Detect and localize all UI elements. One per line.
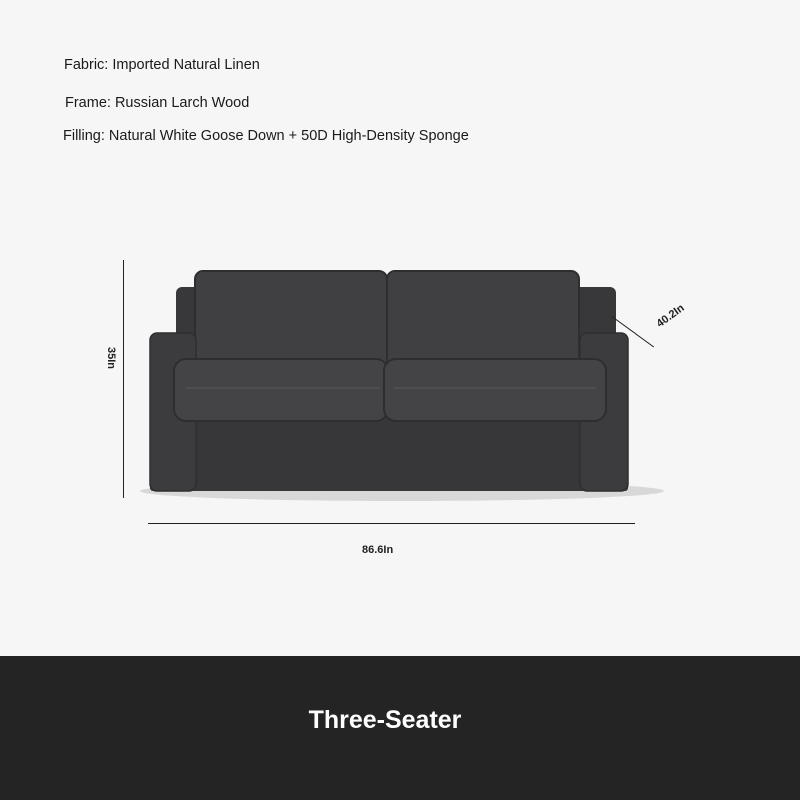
back-cushion-left	[195, 271, 387, 371]
product-variant-title: Three-Seater	[308, 706, 462, 734]
width-dimension-label: 86.6In	[362, 544, 394, 556]
footer-banner	[0, 656, 800, 800]
sofa-image	[130, 255, 670, 505]
height-dimension-label: 35In	[105, 346, 118, 370]
height-dimension-line	[123, 260, 124, 498]
back-cushion-right	[387, 271, 579, 371]
depth-dimension-label: 40.2In	[654, 301, 687, 331]
fabric-spec: Fabric: Imported Natural Linen	[64, 57, 260, 73]
filling-spec: Filling: Natural White Goose Down + 50D High-Density Sponge	[63, 128, 469, 144]
width-dimension-line	[148, 523, 635, 524]
seat-cushion-right	[384, 359, 606, 421]
seat-cushion-left	[174, 359, 388, 421]
frame-spec: Frame: Russian Larch Wood	[65, 95, 250, 111]
